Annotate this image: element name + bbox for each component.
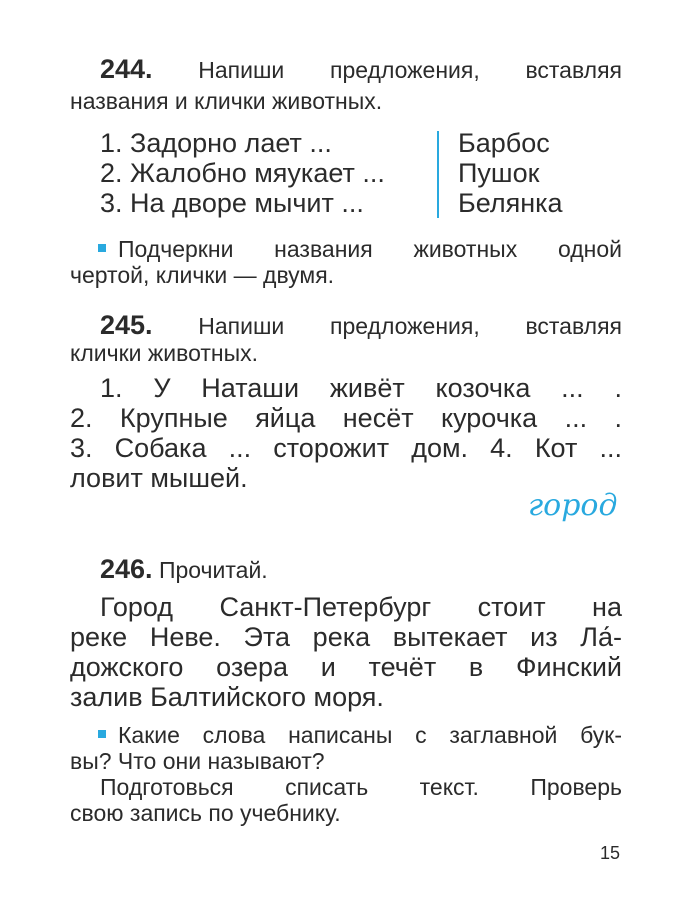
ex246-task-line1: Подготовься списать текст. Проверь (100, 774, 622, 800)
ex245-instruction-line2: клички животных. (70, 340, 259, 366)
ex244-instruction-line2: названия и клички животных. (70, 88, 383, 114)
ex244-instruction-line1: Напиши предложения, вставляя (198, 57, 622, 83)
ex246-body-line1: Город Санкт-Петербург стоит на (100, 592, 622, 622)
ex246-body-line2: реке Неве. Эта река вытекает из Ла́- (70, 622, 622, 652)
ex244-note-line1 (98, 236, 622, 262)
ex244-note-line2: чертой, клички — двумя. (70, 262, 335, 288)
ex246-question-text1: Какие слова написаны с заглавной бук- (118, 722, 622, 748)
ex244-name-3: Белянка (458, 188, 563, 218)
ex245-body-line1: 1. У Наташи живёт козочка ... . (100, 373, 622, 403)
ex245-heading (100, 312, 622, 339)
ex245-body-line3: 3. Собака ... сторожит дом. 4. Кот ... (70, 433, 622, 463)
ex246-question-line2: вы? Что они называют? (70, 748, 325, 774)
page-number: 15 (600, 843, 621, 863)
ex246-task-line2: свою запись по учебнику. (70, 800, 341, 826)
bullet-icon (98, 244, 106, 252)
ex246-body-line3: дожского озера и течёт в Финский (70, 652, 622, 682)
ex244-name-1: Барбос (458, 128, 550, 158)
ex245-body-line4: ловит мышей. (70, 463, 248, 493)
ex246-heading (100, 556, 268, 583)
ex245-number: 245. (100, 310, 153, 340)
ex244-sentence-1: 1. Задорно лает ... (100, 128, 332, 158)
ex246-question-line1 (98, 722, 622, 748)
ex244-sentence-3: 3. На дворе мычит ... (100, 188, 364, 218)
ex245-body-line2: 2. Крупные яйца несёт курочка ... . (70, 403, 622, 433)
handwritten-word: город (528, 488, 618, 523)
ex244-sentence-2: 2. Жалобно мяукает ... (100, 158, 385, 188)
ex246-body-line4: залив Балтийского моря. (70, 682, 384, 712)
ex244-name-2: Пушок (458, 158, 540, 188)
ex244-heading (100, 56, 622, 83)
ex244-divider (437, 131, 439, 218)
ex244-number: 244. (100, 54, 153, 84)
bullet-icon (98, 730, 106, 738)
ex246-number: 246. (100, 554, 153, 584)
ex246-instruction: Прочитай. (158, 557, 268, 583)
ex245-instruction-line1: Напиши предложения, вставляя (198, 313, 622, 339)
ex244-note-text1: Подчеркни названия животных одной (118, 236, 622, 262)
